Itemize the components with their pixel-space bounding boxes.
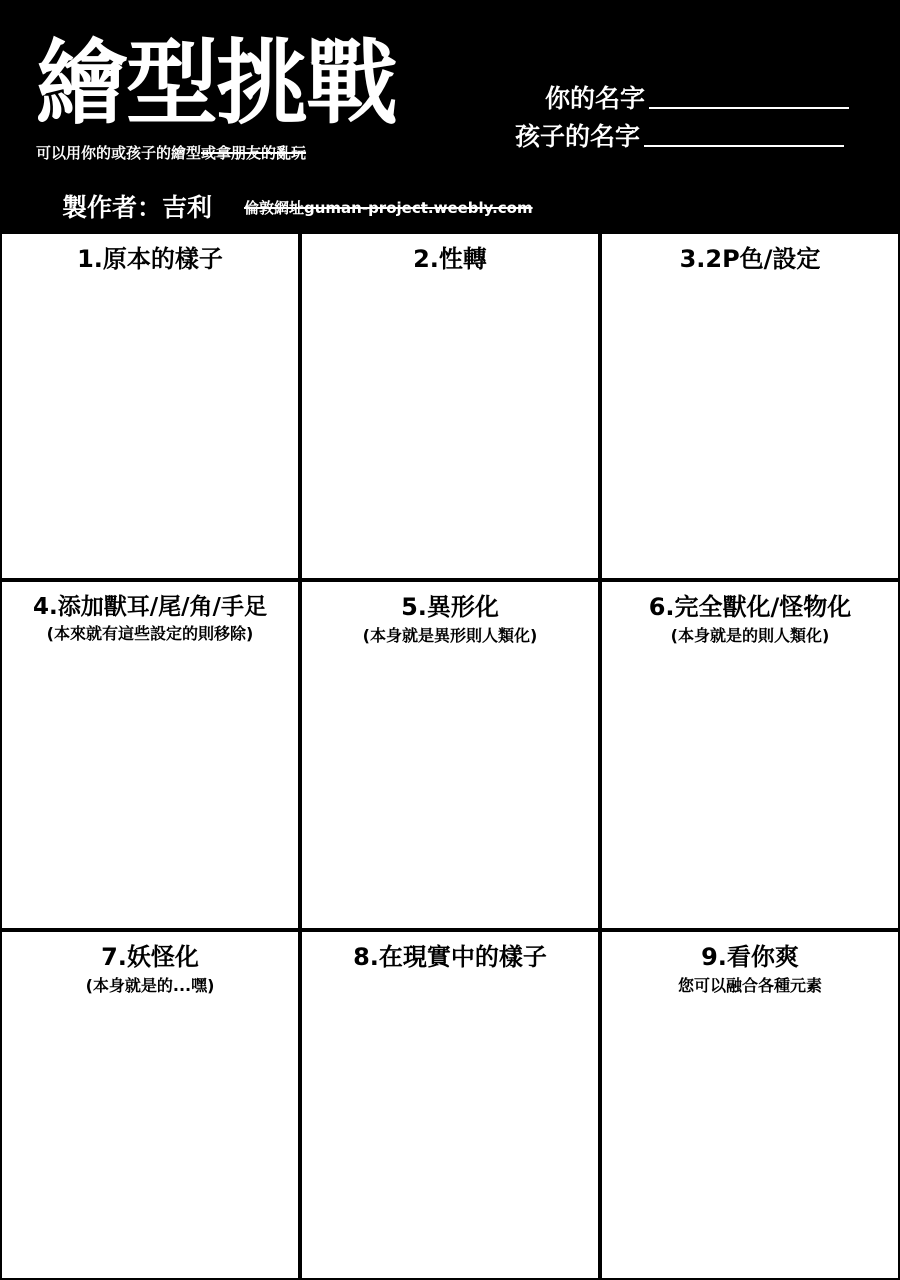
panel-title: 2.性轉 (413, 245, 487, 273)
panel-title: 6.完全獸化/怪物化 (648, 593, 852, 621)
panel-note: 您可以融合各種元素 (677, 975, 822, 995)
panel-4[interactable] (2, 582, 298, 928)
challenge-grid (0, 230, 900, 1280)
panel-6[interactable] (602, 582, 898, 928)
panel-5[interactable] (302, 582, 598, 928)
panel-title: 7.妖怪化 (101, 943, 199, 971)
panel-7[interactable] (2, 932, 298, 1278)
website-struck: 倫敦網址guman-project.weebly.com (244, 199, 533, 217)
panel-8[interactable] (302, 932, 598, 1278)
panel-2[interactable] (302, 234, 598, 578)
panel-title: 8.在現實中的樣子 (353, 943, 547, 971)
panel-note: (本身就是異形則人類化) (362, 625, 538, 645)
panel-title: 3.2P色/設定 (679, 245, 821, 273)
panel-note: (本身就是的...嘿) (85, 975, 215, 995)
panel-note: (本身就是的則人類化) (670, 625, 830, 645)
subtitle (36, 142, 306, 163)
panel-3[interactable] (602, 234, 898, 578)
panel-1[interactable] (2, 234, 298, 578)
your-name-line[interactable] (649, 107, 849, 109)
child-name-label: 孩子的名字 (515, 122, 641, 151)
your-name-row (545, 86, 849, 111)
panel-9[interactable] (602, 932, 898, 1278)
author-credit: 製作者：吉利 (62, 193, 213, 222)
panel-note: (本來就有這些設定的則移除) (46, 624, 254, 644)
header-banner (0, 0, 900, 230)
panel-title: 1.原本的樣子 (77, 245, 223, 273)
your-name-label: 你的名字 (545, 84, 646, 113)
subtitle-struck-text: 或拿朋友的亂玩 (201, 144, 307, 162)
panel-title: 4.添加獸耳/尾/角/手足 (33, 594, 267, 620)
page-title: 繪型挑戰 (36, 30, 397, 137)
panel-title: 5.異形化 (401, 593, 499, 621)
child-name-line[interactable] (644, 145, 844, 147)
panel-title: 9.看你爽 (701, 943, 799, 971)
subtitle-text: 可以用你的或孩子的繪型 (36, 144, 202, 162)
child-name-row (515, 124, 844, 149)
